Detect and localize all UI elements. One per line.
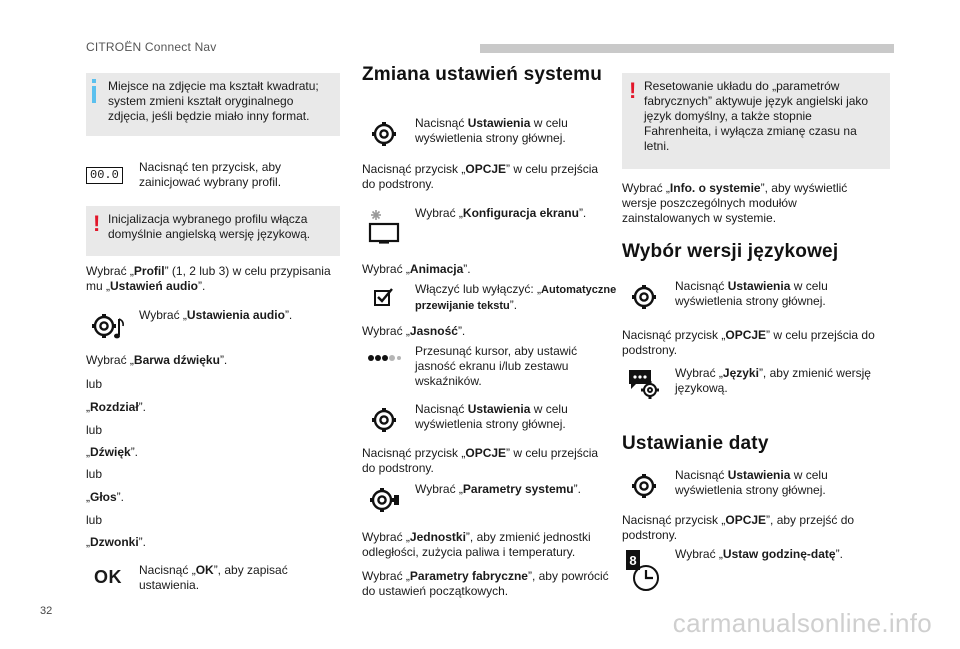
gear-icon[interactable] bbox=[622, 279, 666, 315]
rozdzial-option: „Rozdział”. bbox=[86, 400, 147, 414]
gear-icon[interactable] bbox=[622, 468, 666, 504]
toggle-text: Włączyć lub wyłączyć: „Automatyczne przewijanie tekstu”. bbox=[415, 282, 617, 312]
calendar-icon[interactable] bbox=[622, 547, 666, 595]
toggle-row bbox=[362, 282, 622, 316]
opcje-instruction: Nacisnąć przycisk „OPCJE”, aby przejść do podstrony. bbox=[622, 513, 855, 542]
animacja-instruction: Wybrać „Animacja”. bbox=[362, 262, 471, 276]
settings-text: Nacisnąć Ustawienia w celu wyświetlenia strony głównej. bbox=[415, 402, 568, 431]
screen-config-icon[interactable] bbox=[362, 206, 406, 246]
lub-text: lub bbox=[86, 467, 103, 481]
init-profile-row bbox=[86, 160, 340, 196]
jednostki-instruction: Wybrać „Jednostki”, aby zmienić jednostki odległości, zużycia paliwa i temperatury. bbox=[362, 530, 591, 559]
manual-header-title: CITROËN Connect Nav bbox=[86, 40, 217, 54]
info-icon bbox=[92, 79, 96, 103]
date-time-row bbox=[622, 547, 882, 595]
header-bar bbox=[480, 44, 894, 53]
ok-button[interactable]: OK bbox=[94, 566, 122, 587]
page-number: 32 bbox=[40, 605, 53, 617]
gear-icon[interactable] bbox=[362, 116, 406, 152]
calendar-day-number: 8 bbox=[629, 553, 637, 568]
settings-text: Nacisnąć Ustawienia w celu wyświetlenia strony głównej. bbox=[415, 116, 568, 145]
init-profile-text: Nacisnąć ten przycisk, aby zainicjować wybrany profil. bbox=[139, 160, 282, 189]
section-heading: Ustawianie daty bbox=[622, 433, 769, 454]
system-params-row bbox=[362, 482, 612, 520]
brightness-slider-icon[interactable] bbox=[362, 344, 406, 372]
opcje-instruction: Nacisnąć przycisk „OPCJE” w celu przejścia do podstrony. bbox=[362, 446, 599, 475]
audio-settings-row bbox=[86, 306, 340, 346]
brightness-text: Przesunąć kursor, aby ustawić jasność ekranu i/lub zestawu wskaźników. bbox=[415, 344, 578, 388]
warning-box bbox=[86, 206, 340, 256]
warning-box bbox=[622, 73, 890, 169]
barwa-option: Wybrać „Barwa dźwięku”. bbox=[86, 353, 228, 367]
settings-text: Nacisnąć Ustawienia w celu wyświetlenia strony głównej. bbox=[675, 279, 828, 308]
info-box bbox=[86, 73, 340, 136]
warning-box-text: Resetowanie układu do „parametrów fabrycznych” aktywuje język angielski jako język domyślny, a także stopnie Fahrenheita, i wyłącza zmianę czasu na letni. bbox=[644, 79, 869, 153]
system-params-text: Wybrać „Parametry systemu”. bbox=[415, 482, 581, 496]
settings-row bbox=[622, 468, 882, 506]
brightness-row bbox=[362, 344, 612, 392]
profile-init-button[interactable]: 00.0 bbox=[86, 167, 123, 184]
settings-row bbox=[622, 279, 882, 317]
factory-instruction: Wybrać „Parametry fabryczne”, aby powrócić do ustawień początkowych. bbox=[362, 569, 609, 598]
glos-option: „Głos”. bbox=[86, 490, 125, 504]
lub-text: lub bbox=[86, 377, 103, 391]
gear-icon[interactable] bbox=[362, 402, 406, 438]
lub-text: lub bbox=[86, 513, 103, 527]
languages-text: Wybrać „Języki”, aby zmienić wersję językową. bbox=[675, 366, 871, 395]
audio-settings-text: Wybrać „Ustawienia audio”. bbox=[139, 308, 293, 322]
ok-row bbox=[86, 563, 340, 599]
warning-box-text: Inicjalizacja wybranego profilu włącza domyślnie angielską wersję językową. bbox=[108, 212, 311, 241]
gear-system-icon[interactable] bbox=[362, 482, 406, 518]
info-system-instruction: Wybrać „Info. o systemie”, aby wyświetlić wersje poszczególnych modułów zainstalowanych w systemie. bbox=[622, 181, 848, 225]
section-heading: Zmiana ustawień systemu bbox=[362, 64, 603, 85]
dzwiek-option: „Dźwięk”. bbox=[86, 445, 139, 459]
checkbox-icon[interactable] bbox=[362, 282, 406, 312]
languages-row bbox=[622, 366, 882, 404]
screen-config-row bbox=[362, 206, 612, 246]
profil-instruction: Wybrać „Profil” (1, 2 lub 3) w celu przypisania mu „Ustawień audio”. bbox=[86, 264, 331, 293]
chat-gear-icon[interactable] bbox=[622, 366, 666, 402]
warning-icon: ! bbox=[93, 211, 101, 236]
warning-icon: ! bbox=[629, 78, 637, 103]
screen-config-text: Wybrać „Konfiguracja ekranu”. bbox=[415, 206, 587, 220]
date-time-text: Wybrać „Ustaw godzinę-datę”. bbox=[675, 547, 843, 561]
dzwonki-option: „Dzwonki”. bbox=[86, 535, 147, 549]
gear-music-icon[interactable] bbox=[86, 308, 130, 344]
section-heading: Wybór wersji językowej bbox=[622, 241, 839, 262]
settings-row bbox=[362, 116, 612, 154]
settings-text: Nacisnąć Ustawienia w celu wyświetlenia strony głównej. bbox=[675, 468, 828, 497]
info-box-text: Miejsce na zdjęcie ma kształt kwadratu; system zmieni kształt oryginalnego zdjęcia, jeśli będzie miało inny format. bbox=[108, 79, 319, 123]
lub-text: lub bbox=[86, 423, 103, 437]
opcje-instruction: Nacisnąć przycisk „OPCJE” w celu przejścia do podstrony. bbox=[362, 162, 599, 191]
ok-text: Nacisnąć „OK”, aby zapisać ustawienia. bbox=[139, 563, 288, 592]
opcje-instruction: Nacisnąć przycisk „OPCJE” w celu przejścia do podstrony. bbox=[622, 328, 875, 357]
watermark: carmanualsonline.info bbox=[672, 608, 932, 638]
settings-row bbox=[362, 402, 612, 440]
jasnosc-instruction: Wybrać „Jasność”. bbox=[362, 324, 466, 338]
